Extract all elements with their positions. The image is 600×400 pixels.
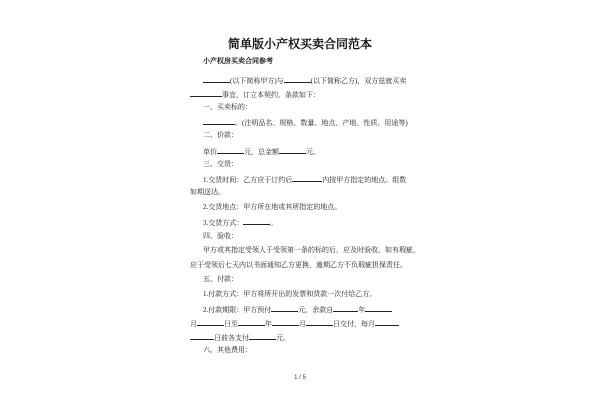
payment-term-line-2 — [190, 318, 399, 329]
payment-term-line-1 — [203, 304, 392, 315]
blank-field — [197, 318, 224, 326]
line-text: 2.付款期限：甲方预付 — [203, 305, 272, 314]
blank-field — [279, 146, 306, 154]
delivery-time-line — [203, 174, 406, 185]
blank-field — [243, 217, 270, 225]
line-text: 四、验收： — [203, 231, 238, 240]
inspection-line-1 — [203, 246, 420, 255]
blank-field — [272, 318, 299, 326]
line-text: 如期送达。 — [190, 187, 225, 196]
line-text: 2.交货地点：甲方所在地或其所指定的地点。 — [203, 202, 342, 211]
blank-field — [306, 318, 333, 326]
section-6-heading — [203, 346, 252, 355]
page-number: 1 / 5 — [294, 375, 306, 381]
delivery-method-line — [203, 217, 277, 228]
line-text: 月 — [299, 319, 306, 328]
line-text: 元，总金额 — [244, 147, 279, 156]
line-text: 二、价款： — [203, 130, 238, 139]
line-text: 1.交货时间：乙方应于订约后 — [203, 175, 293, 184]
blank-field — [190, 89, 222, 97]
line-text: 日至 — [224, 319, 238, 328]
section-2-heading — [203, 131, 238, 140]
line-text: 六、其他费用： — [203, 345, 252, 354]
blank-field — [217, 146, 244, 154]
section-1-subject-line — [203, 117, 408, 128]
line-text: 五、付款： — [203, 274, 238, 283]
line-text: (以下简称甲方)与 — [230, 76, 284, 85]
blank-field — [333, 304, 358, 312]
line-text: 月 — [190, 319, 197, 328]
blank-field — [365, 304, 392, 312]
line-text: (以下简称乙方)，双方兹就买卖 — [310, 76, 407, 85]
payment-term-line-3 — [190, 332, 290, 343]
section-3-heading — [203, 160, 238, 169]
line-text: 甲方或其指定受领人于受领第一条的标的后，应及时验收，如有瑕疵， — [203, 245, 420, 254]
line-text: 年 — [358, 305, 366, 314]
line-text: 。(注明品名、规格、数量、地点、产地、性质、用途等) — [235, 118, 408, 127]
line-text: 三、交货： — [203, 159, 238, 168]
line-text: 事宜，订立本契约，条款如下： — [222, 90, 320, 99]
section-5-heading — [203, 275, 238, 284]
line-text: 元。 — [276, 333, 290, 342]
line-text: 元，余款自 — [298, 305, 334, 314]
blank-field — [238, 318, 265, 326]
line-text: 。 — [270, 218, 278, 227]
line-text: 内按甲方指定的地点。组数 — [322, 175, 407, 184]
line-text: 3.交货方式： — [203, 218, 244, 227]
blank-field — [249, 332, 276, 340]
line-text: 单价 — [203, 147, 217, 156]
line-text: 日前各支付 — [214, 333, 249, 342]
blank-field — [203, 75, 230, 83]
blank-field — [375, 318, 399, 326]
blank-field — [292, 174, 322, 182]
section-1-heading — [203, 103, 252, 112]
delivery-time-line-cont — [190, 188, 225, 197]
intro-line-2 — [190, 89, 320, 100]
line-text: 日交付，每月 — [333, 319, 375, 328]
intro-line-1 — [203, 75, 406, 86]
document-subtitle: 小产权房买卖合同参考 — [203, 58, 273, 65]
blank-field — [203, 117, 235, 125]
document-title: 简单版小产权买卖合同范本 — [227, 37, 372, 51]
section-4-heading — [203, 232, 238, 241]
delivery-place-line — [203, 203, 341, 212]
line-text: 1.付款方式：甲方将所开出的发票和货款一次付给乙方。 — [203, 289, 377, 298]
blank-field — [190, 332, 214, 340]
blank-field — [284, 75, 311, 83]
line-text: 元。 — [306, 147, 320, 156]
line-text: 应于受领后七天内以书面通知乙方更换，逾期乙方不负瑕疵担保责任。 — [190, 260, 407, 269]
inspection-line-2 — [190, 261, 407, 270]
line-text: 一、买卖标的： — [203, 102, 252, 111]
price-line — [203, 146, 320, 157]
payment-method-line — [203, 290, 376, 299]
blank-field — [271, 304, 298, 312]
line-text: 年 — [265, 319, 272, 328]
